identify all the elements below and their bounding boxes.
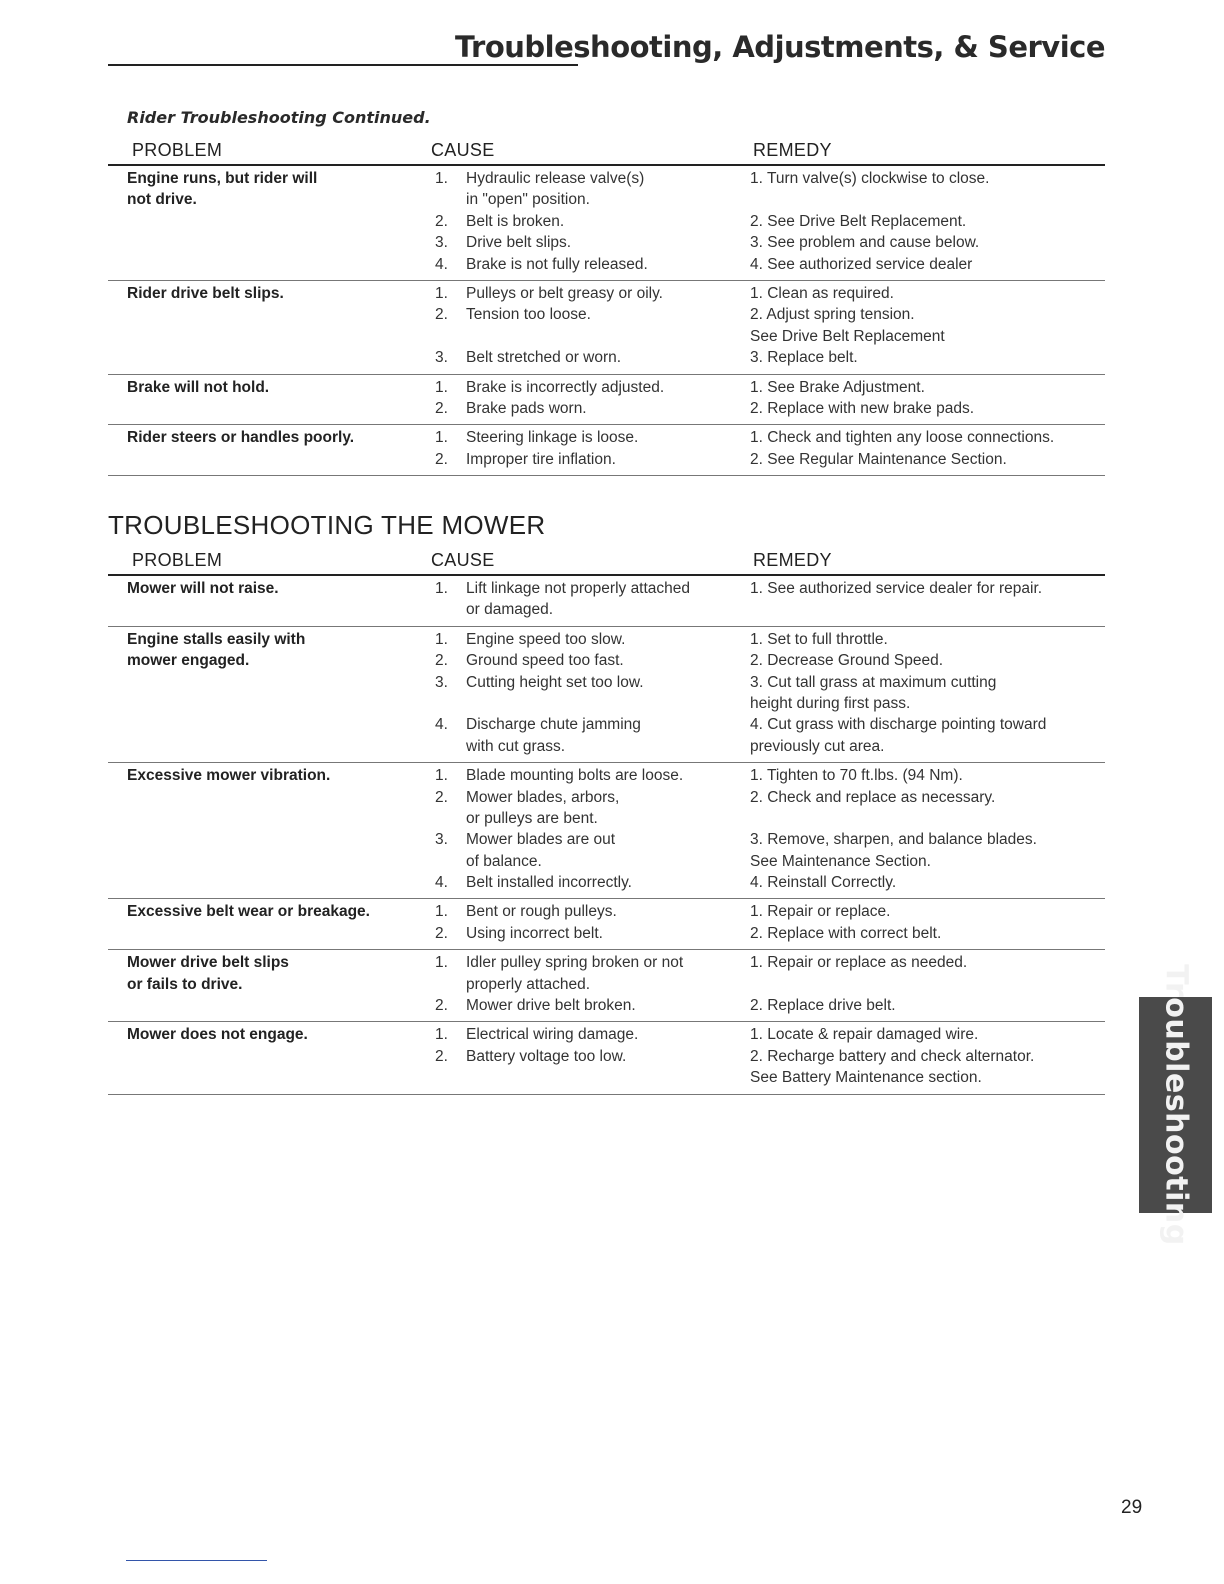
cause-number: 2. xyxy=(435,788,448,806)
problem-group xyxy=(108,627,1105,763)
remedy-cell: 3. See problem and cause below. xyxy=(750,234,980,252)
cause-cell: Lift linkage not properly attached xyxy=(466,580,691,597)
problem-group xyxy=(108,899,1105,950)
cause-number: 2. xyxy=(435,450,448,468)
table-row xyxy=(108,284,1105,305)
table-row xyxy=(108,348,1105,369)
cause-cell: Hydraulic release valve(s) xyxy=(466,170,645,187)
remedy-cell: 2. See Drive Belt Replacement. xyxy=(750,212,967,230)
cause-cell: Brake is not fully released. xyxy=(466,255,648,273)
remedy-cell: 1. Set to full throttle. xyxy=(750,630,888,648)
table-row xyxy=(108,953,1105,974)
table-row xyxy=(108,715,1105,736)
rider-troubleshooting-table xyxy=(108,140,1105,476)
remedy-cell: 3. Replace belt. xyxy=(750,349,858,367)
cause-cell: Tension too loose. xyxy=(466,306,591,324)
cause-number: 1. xyxy=(435,767,448,785)
table-row xyxy=(108,233,1105,254)
table-row xyxy=(108,579,1105,600)
problem-cell: Rider steers or handles poorly. xyxy=(127,429,355,447)
column-header-remedy: REMEDY xyxy=(753,140,832,160)
remedy-cell: See Drive Belt Replacement xyxy=(750,327,945,345)
remedy-cell: 4. Cut grass with discharge pointing toward xyxy=(750,716,1047,734)
problem-cell: Excessive mower vibration. xyxy=(127,767,331,785)
cause-cell: Idler pulley spring broken or not xyxy=(466,954,684,972)
column-header-remedy: REMEDY xyxy=(753,550,832,570)
cause-number: 3. xyxy=(435,673,448,691)
section-tab-label: Troubleshooting xyxy=(1158,964,1193,1246)
remedy-cell: 3. Cut tall grass at maximum cutting xyxy=(750,673,997,691)
remedy-cell: 1. Check and tighten any loose connections. xyxy=(750,429,1055,447)
table-row xyxy=(108,809,1105,830)
table-row xyxy=(108,1025,1105,1046)
remedy-cell: 2. Recharge battery and check alternator. xyxy=(750,1047,1035,1065)
table-row xyxy=(108,766,1105,787)
table-header-row xyxy=(108,550,1105,576)
cause-number: 3. xyxy=(435,831,448,849)
remedy-cell: 1. Repair or replace. xyxy=(750,903,891,921)
table-row xyxy=(108,694,1105,715)
remedy-cell: 1. Tighten to 70 ft.lbs. (94 Nm). xyxy=(750,767,963,785)
table-row xyxy=(108,673,1105,694)
page-number: 29 xyxy=(1121,1497,1143,1518)
remedy-cell: 2. Replace with correct belt. xyxy=(750,924,942,942)
remedy-cell: 4. Reinstall Correctly. xyxy=(750,874,897,892)
cause-number: 1. xyxy=(435,284,448,302)
problem-group xyxy=(108,950,1105,1022)
problem-cell: not drive. xyxy=(127,191,197,209)
cause-number: 1. xyxy=(435,580,448,597)
cause-cell: Drive belt slips. xyxy=(466,234,572,252)
table-row xyxy=(108,1068,1105,1089)
mower-troubleshooting-table xyxy=(108,550,1105,1095)
table-header-row xyxy=(108,140,1105,166)
cause-cell: Using incorrect belt. xyxy=(466,924,603,942)
problem-group xyxy=(108,763,1105,899)
table-row xyxy=(108,600,1105,621)
problem-group xyxy=(108,281,1105,375)
problem-cell: Mower will not raise. xyxy=(127,580,279,597)
cause-cell: or pulleys are bent. xyxy=(466,809,598,827)
cause-number: 2. xyxy=(435,212,448,230)
table-row xyxy=(108,830,1105,851)
remedy-cell: 2. See Regular Maintenance Section. xyxy=(750,450,1007,468)
cause-cell: Mower blades are out xyxy=(466,831,616,849)
remedy-cell: 1. Clean as required. xyxy=(750,284,894,302)
section-tab xyxy=(1139,964,1212,1246)
cause-number: 2. xyxy=(435,306,448,324)
remedy-cell: 3. Remove, sharpen, and balance blades. xyxy=(750,831,1037,849)
cause-number: 4. xyxy=(435,255,448,273)
cause-cell: Electrical wiring damage. xyxy=(466,1026,639,1044)
cause-number: 1. xyxy=(435,170,448,187)
remedy-cell: 1. Locate & repair damaged wire. xyxy=(750,1026,979,1044)
cause-cell: Mower blades, arbors, xyxy=(466,788,620,806)
table-row xyxy=(108,630,1105,651)
cause-cell: Battery voltage too low. xyxy=(466,1047,627,1065)
cause-number: 3. xyxy=(435,349,448,367)
cause-cell: Belt installed incorrectly. xyxy=(466,874,632,892)
table-row xyxy=(108,996,1105,1017)
table-row xyxy=(108,305,1105,326)
cause-number: 1. xyxy=(435,630,448,648)
cause-number: 1. xyxy=(435,954,448,972)
cause-cell: Discharge chute jamming xyxy=(466,716,641,734)
table-row xyxy=(108,902,1105,923)
table-row xyxy=(108,327,1105,348)
header-rule xyxy=(108,64,578,66)
mower-section-title: TROUBLESHOOTING THE MOWER xyxy=(108,510,546,540)
problem-cell: or fails to drive. xyxy=(127,975,243,993)
problem-group xyxy=(108,375,1105,426)
column-header-cause: CAUSE xyxy=(431,550,495,570)
table-row xyxy=(108,169,1105,190)
remedy-cell: 2. Decrease Ground Speed. xyxy=(750,652,944,670)
remedy-cell: See Maintenance Section. xyxy=(750,852,931,870)
table-row xyxy=(108,651,1105,672)
footer-rule xyxy=(126,1560,267,1561)
problem-group xyxy=(108,1022,1105,1094)
table-row xyxy=(108,399,1105,420)
cause-number: 2. xyxy=(435,399,448,417)
cause-number: 2. xyxy=(435,924,448,942)
table-body xyxy=(108,166,1105,476)
cause-number: 2. xyxy=(435,1047,448,1065)
problem-cell: Mower does not engage. xyxy=(127,1026,308,1044)
cause-cell: Pulleys or belt greasy or oily. xyxy=(466,284,663,302)
cause-cell: Steering linkage is loose. xyxy=(466,429,639,447)
cause-cell: Blade mounting bolts are loose. xyxy=(466,767,684,785)
remedy-cell: 1. Repair or replace as needed. xyxy=(750,954,968,972)
table-row xyxy=(108,924,1105,945)
remedy-cell: previously cut area. xyxy=(750,737,885,755)
remedy-cell: 4. See authorized service dealer xyxy=(750,255,973,273)
cause-cell: or damaged. xyxy=(466,601,554,619)
cause-number: 4. xyxy=(435,716,448,734)
remedy-cell: 2. Adjust spring tension. xyxy=(750,306,915,324)
table-row xyxy=(108,378,1105,399)
table-row xyxy=(108,873,1105,894)
problem-cell: Excessive belt wear or breakage. xyxy=(127,903,370,921)
cause-cell: Bent or rough pulleys. xyxy=(466,903,617,921)
cause-cell: in "open" position. xyxy=(466,191,590,209)
cause-cell: Belt stretched or worn. xyxy=(466,349,622,367)
remedy-cell: 2. Check and replace as necessary. xyxy=(750,788,996,806)
table-row xyxy=(108,450,1105,471)
cause-cell: properly attached. xyxy=(466,975,591,993)
cause-cell: with cut grass. xyxy=(466,737,566,755)
cause-cell: Improper tire inflation. xyxy=(466,450,616,468)
cause-number: 2. xyxy=(435,997,448,1015)
table-row xyxy=(108,1047,1105,1068)
table-row xyxy=(108,788,1105,809)
remedy-cell: 2. Replace with new brake pads. xyxy=(750,399,975,417)
table-row xyxy=(108,428,1105,449)
table-row xyxy=(108,975,1105,996)
cause-cell: Brake pads worn. xyxy=(466,399,587,417)
table-row xyxy=(108,255,1105,276)
remedy-cell: 1. Turn valve(s) clockwise to close. xyxy=(750,170,990,187)
table-row xyxy=(108,737,1105,758)
problem-group xyxy=(108,425,1105,476)
remedy-cell: 2. Replace drive belt. xyxy=(750,997,896,1015)
remedy-cell: height during first pass. xyxy=(750,694,911,712)
problem-cell: Mower drive belt slips xyxy=(127,954,289,972)
table-row xyxy=(108,852,1105,873)
remedy-cell: 1. See Brake Adjustment. xyxy=(750,378,925,396)
cause-number: 2. xyxy=(435,652,448,670)
cause-number: 4. xyxy=(435,874,448,892)
cause-number: 1. xyxy=(435,429,448,447)
cause-cell: Brake is incorrectly adjusted. xyxy=(466,378,665,396)
rider-troubleshooting-subheading: Rider Troubleshooting Continued. xyxy=(127,108,431,127)
problem-cell: mower engaged. xyxy=(127,652,250,670)
cause-number: 1. xyxy=(435,378,448,396)
cause-cell: Mower drive belt broken. xyxy=(466,997,636,1015)
cause-cell: of balance. xyxy=(466,852,542,870)
remedy-cell: 1. See authorized service dealer for repair. xyxy=(750,580,1043,597)
problem-group xyxy=(108,576,1105,627)
cause-cell: Cutting height set too low. xyxy=(466,673,644,691)
problem-cell: Engine runs, but rider will xyxy=(127,170,318,187)
column-header-cause: CAUSE xyxy=(431,140,495,160)
cause-cell: Ground speed too fast. xyxy=(466,652,624,670)
table-row xyxy=(108,212,1105,233)
cause-number: 3. xyxy=(435,234,448,252)
table-body xyxy=(108,576,1105,1095)
column-header-problem: PROBLEM xyxy=(132,140,223,160)
problem-cell: Rider drive belt slips. xyxy=(127,284,284,302)
cause-number: 1. xyxy=(435,1026,448,1044)
problem-group xyxy=(108,166,1105,281)
page-title: Troubleshooting, Adjustments, & Service xyxy=(454,30,1105,64)
cause-number: 1. xyxy=(435,903,448,921)
problem-cell: Engine stalls easily with xyxy=(127,630,306,648)
problem-cell: Brake will not hold. xyxy=(127,378,270,396)
table-row xyxy=(108,190,1105,211)
remedy-cell: See Battery Maintenance section. xyxy=(750,1069,982,1087)
cause-cell: Engine speed too slow. xyxy=(466,630,626,648)
column-header-problem: PROBLEM xyxy=(132,550,223,570)
cause-cell: Belt is broken. xyxy=(466,212,565,230)
page-header xyxy=(108,28,1105,72)
